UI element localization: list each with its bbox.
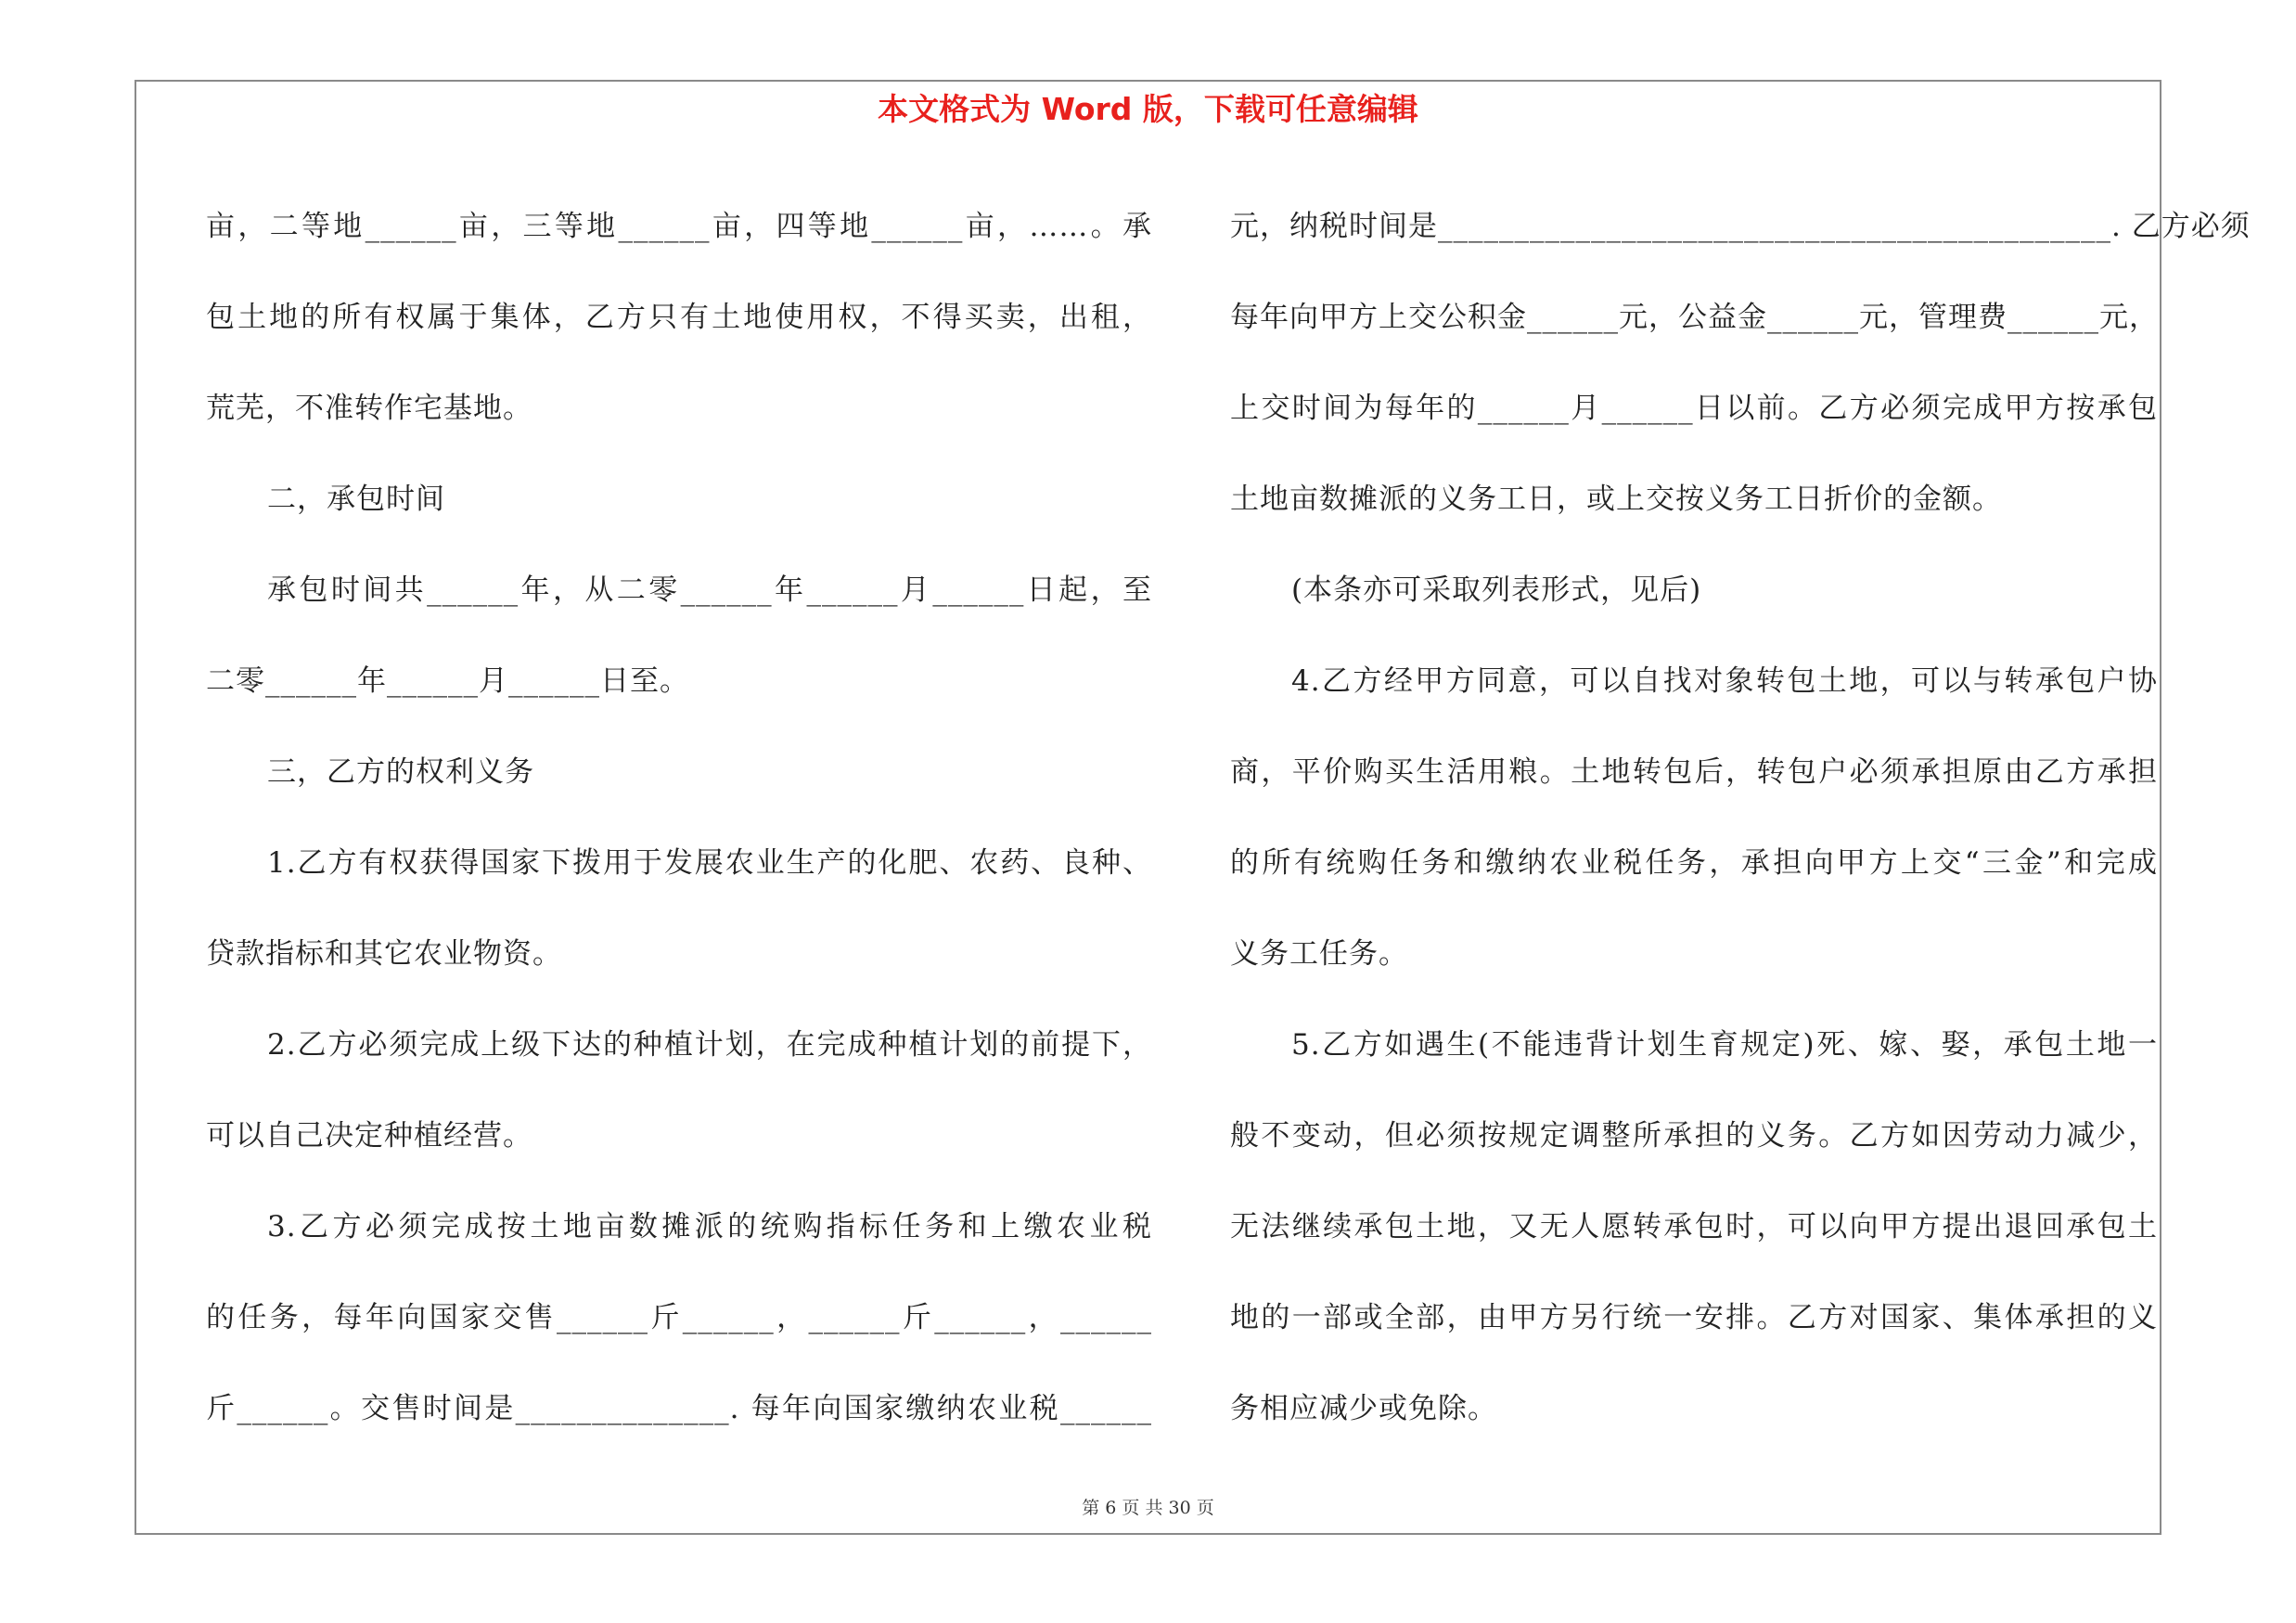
right-column xyxy=(1230,181,2251,1454)
text-line: 包土地的所有权属于集体，乙方只有土地使用权，不得买卖，出租， xyxy=(206,301,1152,334)
text-line: 1.乙方有权获得国家下拨用于发展农业生产的化肥、农药、良种、 xyxy=(267,846,1152,880)
text-line: 贷款指标和其它农业物资。 xyxy=(206,937,562,971)
left-column xyxy=(206,181,1152,1454)
text-line: 务相应减少或免除。 xyxy=(1230,1392,1497,1425)
text-line: 的所有统购任务和缴纳农业税任务，承担向甲方上交“三金”和完成 xyxy=(1230,846,2158,880)
section-heading: 二，承包时间 xyxy=(267,483,445,516)
text-line: 4.乙方经甲方同意，可以自找对象转包土地，可以与转承包户协 xyxy=(1291,664,2158,698)
text-line: 二零______年______月______日至。 xyxy=(206,664,689,698)
format-banner: 本文格式为 Word 版，下载可任意编辑 xyxy=(878,91,1418,127)
text-line: 土地亩数摊派的义务工日，或上交按义务工日折价的金额。 xyxy=(1230,483,2002,516)
page-number: 第 6 页 共 30 页 xyxy=(1082,1498,1214,1518)
text-line: 无法继续承包土地，又无人愿转承包时，可以向甲方提出退回承包土 xyxy=(1230,1210,2158,1243)
text-line: 3.乙方必须完成按土地亩数摊派的统购指标任务和上缴农业税 xyxy=(267,1210,1152,1243)
text-line: 可以自己决定种植经营。 xyxy=(206,1119,532,1153)
text-line: 般不变动，但必须按规定调整所承担的义务。乙方如因劳动力减少， xyxy=(1230,1119,2158,1153)
text-line: 上交时间为每年的______月______日以前。乙方必须完成甲方按承包 xyxy=(1230,392,2158,425)
text-line: 义务工任务。 xyxy=(1230,937,1408,971)
text-line: 2.乙方必须完成上级下达的种植计划，在完成种植计划的前提下， xyxy=(267,1028,1152,1062)
section-heading: 三，乙方的权利义务 xyxy=(267,755,534,789)
text-line: 的任务，每年向国家交售______斤______，______斤______，______ xyxy=(206,1301,1152,1334)
text-line: 亩，二等地______亩，三等地______亩，四等地______亩，……。承 xyxy=(206,210,1152,243)
text-line: 每年向甲方上交公积金______元，公益金______元，管理费______元， xyxy=(1230,301,2159,334)
text-line: 承包时间共______年，从二零______年______月______日起，至 xyxy=(267,573,1152,607)
text-line: (本条亦可采取列表形式，见后) xyxy=(1291,573,1702,607)
text-line: 地的一部或全部，由甲方另行统一安排。乙方对国家、集体承担的义 xyxy=(1230,1301,2158,1334)
text-line: 斤______。交售时间是______________. 每年向国家缴纳农业税______ xyxy=(206,1392,1152,1425)
text-line: 商，平价购买生活用粮。土地转包后，转包户必须承担原由乙方承担 xyxy=(1230,755,2158,789)
text-line: 元，纳税时间是____________________________________________. 乙方必须 xyxy=(1230,210,2251,243)
text-line: 5.乙方如遇生(不能违背计划生育规定)死、嫁、娶，承包土地一 xyxy=(1291,1028,2158,1062)
text-line: 荒芜，不准转作宅基地。 xyxy=(206,392,532,425)
